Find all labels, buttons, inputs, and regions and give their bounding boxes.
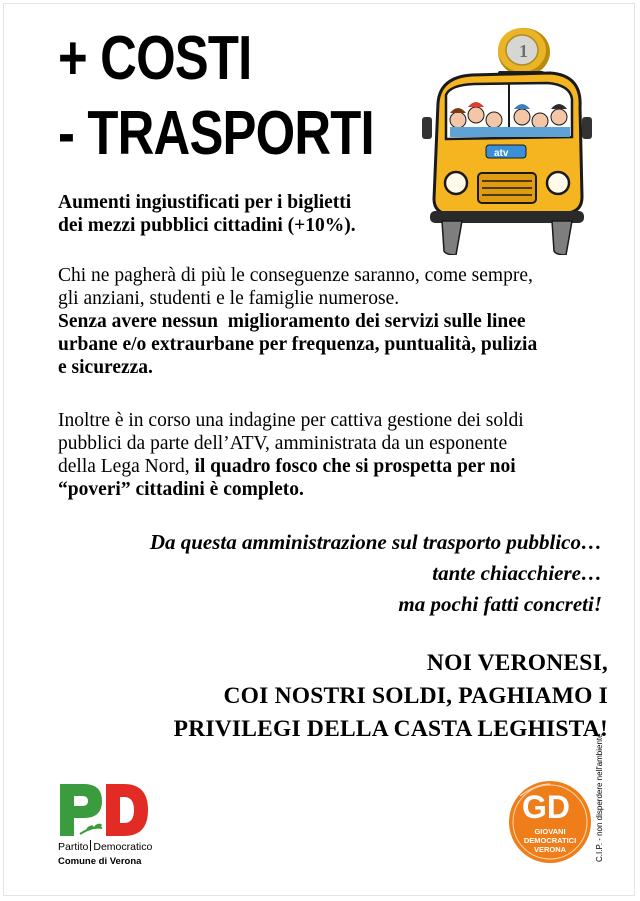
text-line: Chi ne pagherà di più le conseguenze saranno, come sempre, xyxy=(58,265,533,286)
gd-text-line: DEMOCRATICI xyxy=(523,836,577,845)
text-line: gli anziani, studenti e le famiglie numerose. xyxy=(58,288,400,309)
call-to-action-line: NOI VERONESI, xyxy=(426,650,608,676)
bold-text-segment: il quadro fosco che si prospetta per noi xyxy=(194,456,516,477)
euro-coin-icon xyxy=(498,28,550,76)
paragraph-consequences xyxy=(58,264,618,379)
bold-text-line: urbane e/o extraurbane per frequenza, puntualità, pulizia xyxy=(58,334,538,355)
gd-text-line: GIOVANI xyxy=(534,827,566,836)
svg-text:GD: GD xyxy=(522,789,570,825)
intro-line: Aumenti ingiustificati per i biglietti xyxy=(58,192,352,213)
pd-name-a: Partito xyxy=(58,841,89,853)
text-line xyxy=(58,455,618,478)
pd-city: Comune di Verona xyxy=(58,856,142,867)
gd-text-line: VERONA xyxy=(533,845,567,854)
text-segment: della Lega Nord, xyxy=(58,456,195,477)
bold-text-line: e sicurezza. xyxy=(58,357,153,378)
text-line: Inoltre è in corso una indagine per cattiva gestione dei soldi xyxy=(58,410,524,431)
bold-text-line: Senza avere nessun miglioramento dei servizi sulle linee xyxy=(58,311,526,332)
print-note: C.I.P. - non disperdere nell'ambiente xyxy=(595,733,604,862)
svg-text:atv: atv xyxy=(494,148,509,159)
paragraph-investigation xyxy=(58,409,618,501)
svg-text:1: 1 xyxy=(519,41,528,61)
quote-line: tante chiacchiere… xyxy=(432,561,602,585)
school-bus-illustration xyxy=(420,25,592,255)
pd-name xyxy=(58,840,152,853)
pd-name-b: Democratico xyxy=(93,841,153,853)
quote-line: Da questa amministrazione sul trasporto pubblico… xyxy=(149,530,602,554)
intro-line: dei mezzi pubblici cittadini (+10%). xyxy=(58,215,356,236)
bold-text-line: “poveri” cittadini è completo. xyxy=(58,479,304,500)
pd-separator xyxy=(90,840,91,851)
pd-logo-icon xyxy=(58,782,150,838)
call-to-action-line: PRIVILEGI DELLA CASTA LEGHISTA! xyxy=(173,716,608,742)
headline-trasporti: - TRASPORTI xyxy=(58,99,374,168)
call-to-action-line: COI NOSTRI SOLDI, PAGHIAMO I xyxy=(223,683,608,709)
quote-line: ma pochi fatti concreti! xyxy=(398,592,602,616)
text-line: pubblici da parte dell’ATV, amministrata da un esponente xyxy=(58,433,508,454)
intro-paragraph xyxy=(58,191,428,237)
headline-costi: + COSTI xyxy=(58,24,252,93)
